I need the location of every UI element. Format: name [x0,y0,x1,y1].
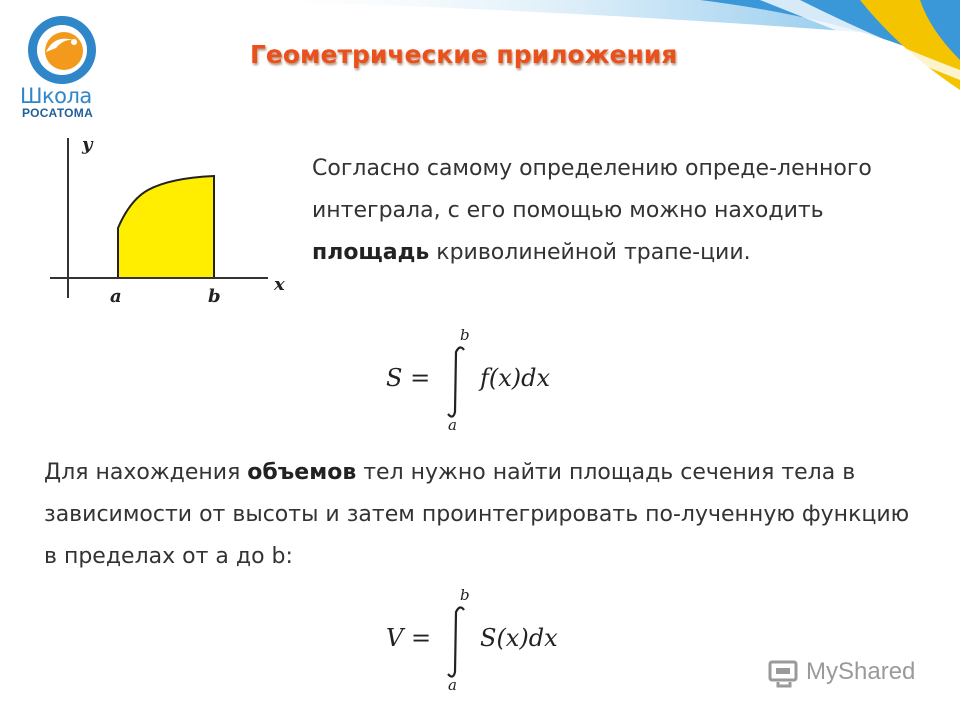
formula2-upper-limit: b [460,586,470,604]
formula2-lhs: V = [386,624,432,652]
header-decoration [0,0,960,140]
curvilinear-trapezoid-graph [30,128,300,328]
a-label: a [110,286,122,307]
b-label: b [208,286,221,307]
integral-sign-icon [442,344,472,420]
area-bold: площадь [312,240,430,265]
volume-paragraph [44,452,924,578]
watermark-text: MyShared [806,658,916,685]
y-axis-label: y [82,134,93,155]
volume-text-after: тел нужно найти площадь сечения тела в зависимости от высоты и затем проинтегрировать по-лученную функцию в пределах от а до b: [44,460,910,569]
page-title: Геометрические приложения [250,40,678,69]
logo-line2: РОСАТОМА [22,106,94,120]
integral-sign-icon [442,604,472,680]
formula1-integrand: f(x)dx [480,364,551,392]
x-axis-label: x [274,274,285,295]
myshared-watermark[interactable] [768,656,938,692]
formula2-lower-limit: a [448,676,457,694]
volume-text-before: Для нахождения [44,460,248,485]
trapezoid-area [118,176,214,278]
volume-bold: объемов [247,460,357,485]
logo-line1: Школа [20,84,92,108]
volume-formula [380,586,610,698]
formula1-upper-limit: b [460,326,470,344]
area-paragraph [312,148,912,274]
formula1-lhs: S = [386,364,431,392]
rosatom-school-logo-icon [22,10,102,90]
formula2-integrand: S(x)dx [480,624,558,652]
area-text-before: Согласно самому определению опреде-ленного интеграла, с его помощью можно находить [312,156,872,223]
area-formula [380,326,610,438]
area-text-after: криволинейной трапе-ции. [429,240,751,265]
formula1-lower-limit: a [448,416,457,434]
myshared-logo-icon [768,658,802,688]
